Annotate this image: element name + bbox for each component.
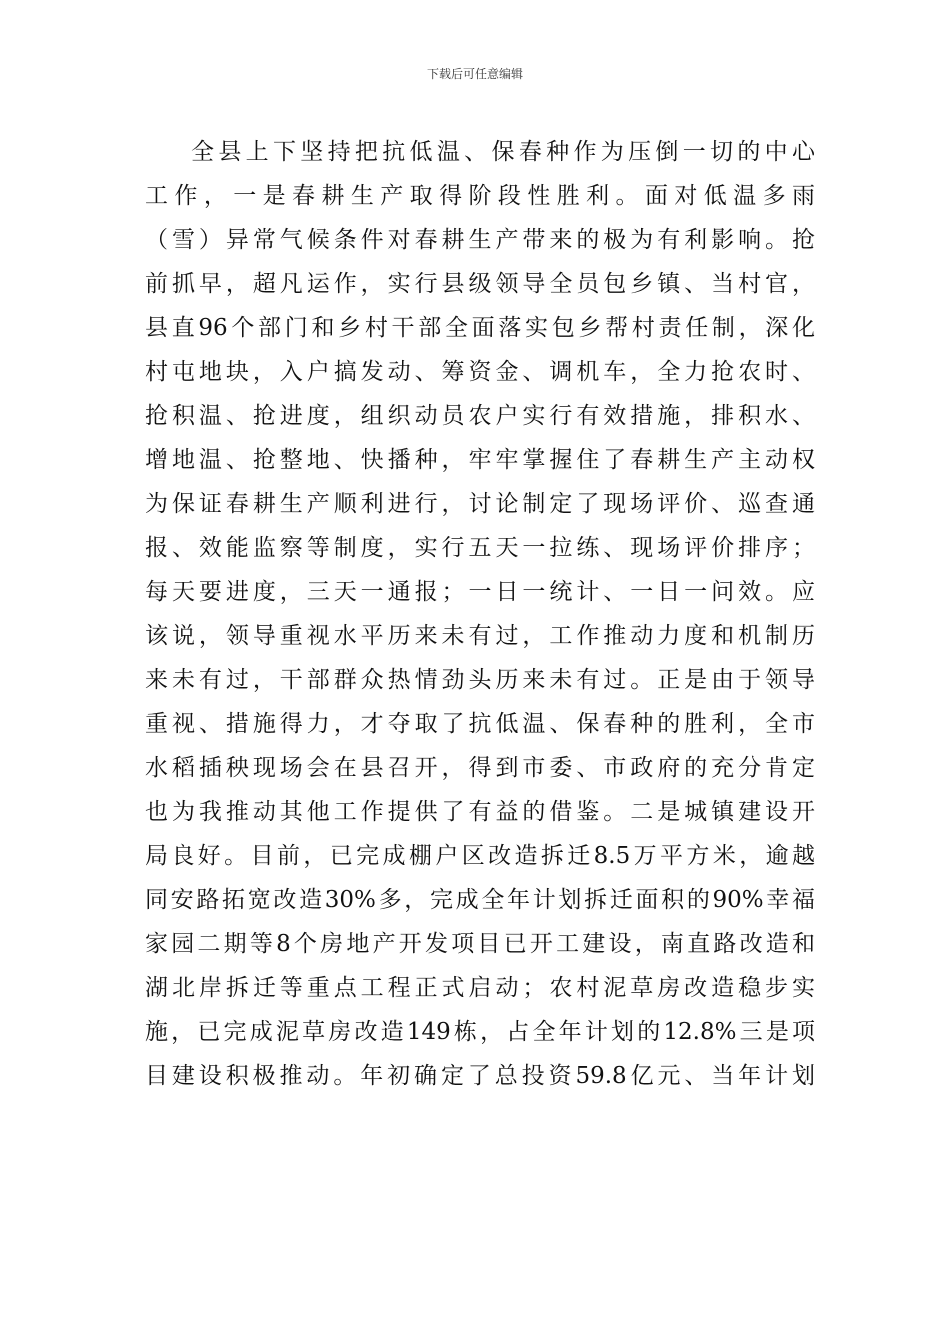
text-line: 重视、措施得力，才夺取了抗低温、保春种的胜利，全市 — [145, 711, 815, 737]
text-line: 施，已完成泥草房改造149栋，占全年计划的12.8%三是项 — [145, 1019, 815, 1045]
text-line: 该说，领导重视水平历来未有过，工作推动力度和机制历 — [145, 623, 815, 649]
body-paragraph — [145, 130, 815, 1098]
text-line: 每天要进度，三天一通报；一日一统计、一日一问效。应 — [145, 579, 815, 605]
text-line: 家园二期等8个房地产开发项目已开工建设，南直路改造和 — [145, 931, 815, 957]
text-line: 抢积温、抢进度，组织动员农户实行有效措施，排积水、 — [145, 403, 815, 429]
text-line: 村屯地块，入户搞发动、筹资金、调机车，全力抢农时、 — [145, 359, 815, 385]
text-line: 水稻插秧现场会在县召开，得到市委、市政府的充分肯定 — [145, 755, 815, 781]
text-line: 也为我推动其他工作提供了有益的借鉴。二是城镇建设开 — [145, 799, 815, 825]
text-line: 增地温、抢整地、快播种，牢牢掌握住了春耕生产主动权 — [145, 447, 815, 473]
text-line: 前抓早，超凡运作，实行县级领导全员包乡镇、当村官， — [145, 271, 815, 297]
text-line: 全县上下坚持把抗低温、保春种作为压倒一切的中心 — [191, 139, 815, 165]
text-line: 工作，一是春耕生产取得阶段性胜利。面对低温多雨 — [145, 183, 815, 209]
text-line: （雪）异常气候条件对春耕生产带来的极为有利影响。抢 — [145, 227, 815, 253]
text-line: 报、效能监察等制度，实行五天一拉练、现场评价排序； — [145, 535, 815, 561]
text-line: 同安路拓宽改造30%多，完成全年计划拆迁面积的90%幸福 — [145, 887, 815, 913]
text-line: 为保证春耕生产顺利进行，讨论制定了现场评价、巡查通 — [145, 491, 815, 517]
text-line: 目建设积极推动。年初确定了总投资59.8亿元、当年计划 — [145, 1063, 815, 1089]
text-line: 局良好。目前，已完成棚户区改造拆迁8.5万平方米，逾越 — [145, 843, 815, 869]
text-line: 县直96个部门和乡村干部全面落实包乡帮村责任制，深化 — [145, 315, 815, 341]
text-line: 湖北岸拆迁等重点工程正式启动；农村泥草房改造稳步实 — [145, 975, 815, 1001]
page-header-note: 下载后可任意编辑 — [426, 67, 523, 81]
text-line: 来未有过，干部群众热情劲头历来未有过。正是由于领导 — [145, 667, 815, 693]
